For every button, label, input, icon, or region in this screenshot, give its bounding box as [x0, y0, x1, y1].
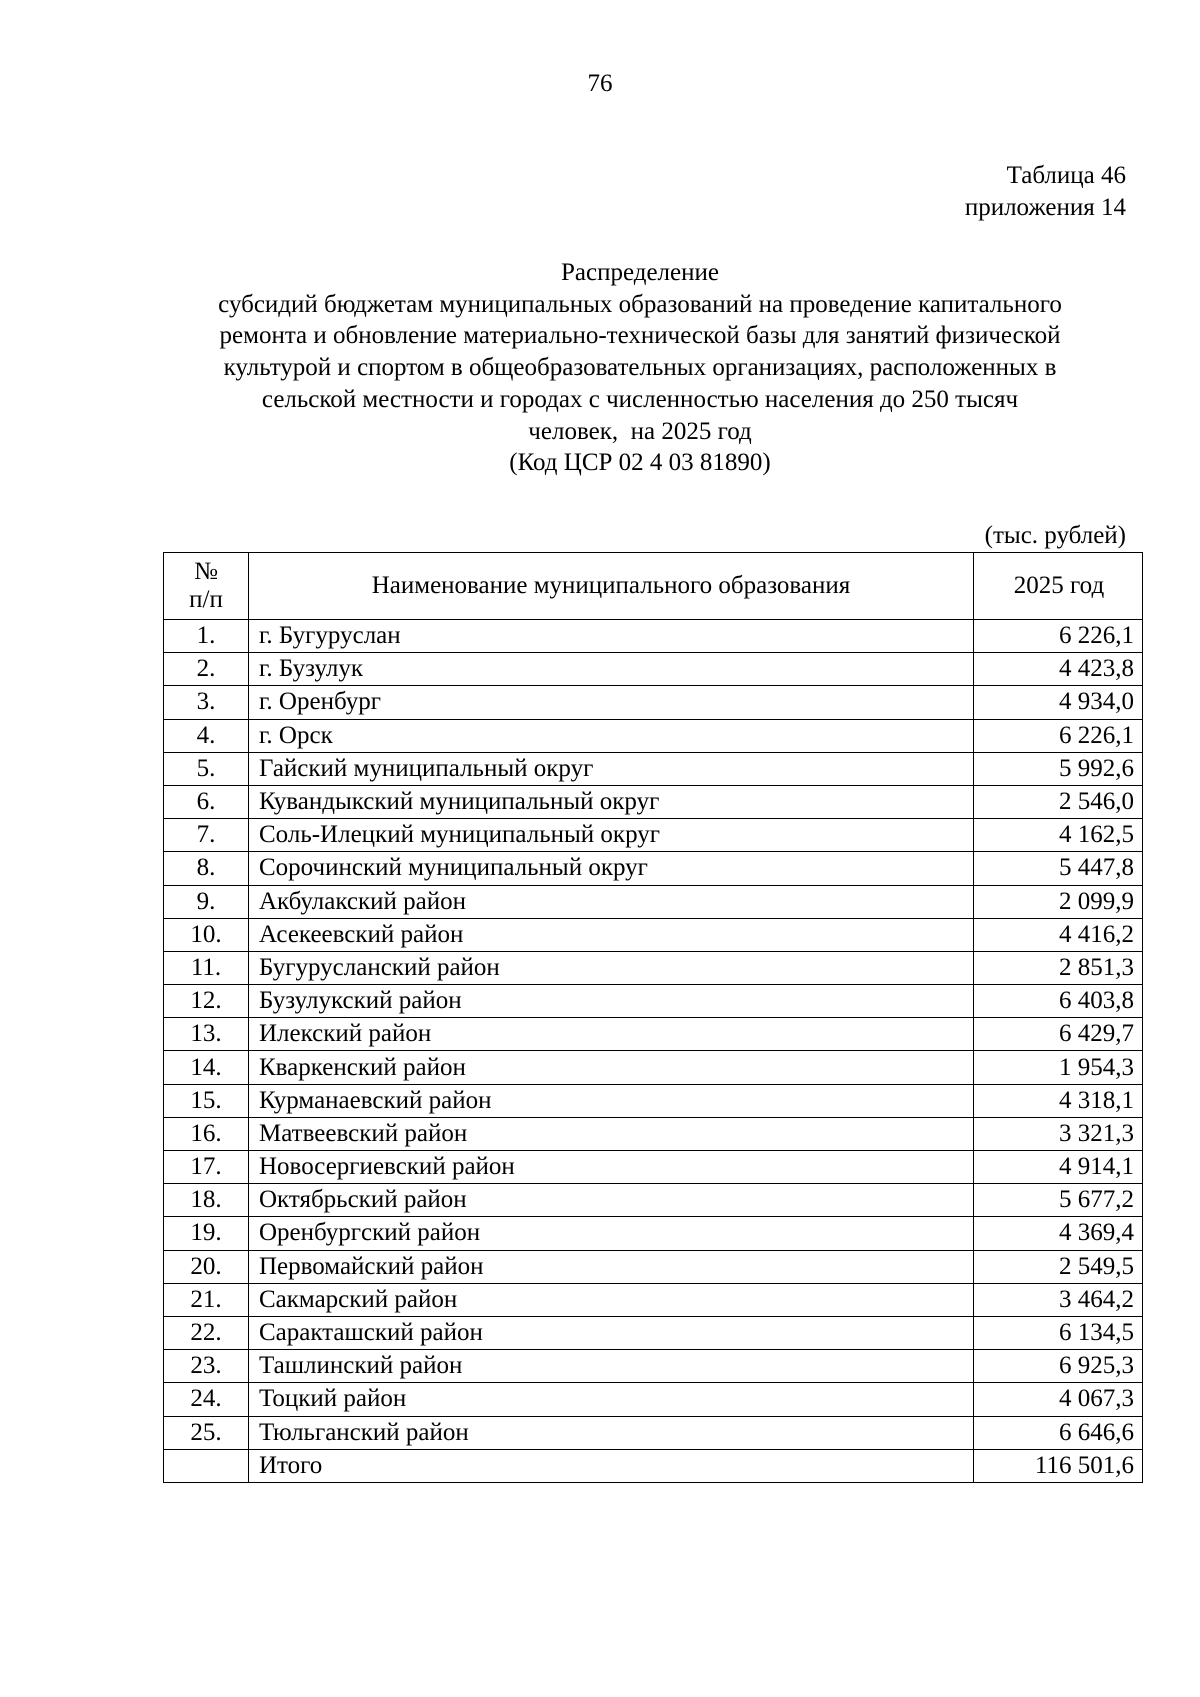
- title-line-1: Распределение: [561, 259, 719, 286]
- table-row: [164, 1051, 1143, 1084]
- table-row: [164, 885, 1143, 918]
- units-label: (тыс. рублей): [984, 522, 1126, 549]
- row-name: Ташлинский район: [249, 1350, 974, 1383]
- table-row: [164, 918, 1143, 951]
- row-number: 17.: [164, 1151, 249, 1184]
- row-value: 6 226,1: [974, 719, 1143, 752]
- row-name: Илекский район: [249, 1018, 974, 1051]
- row-value: 5 992,6: [974, 752, 1143, 785]
- row-number: 10.: [164, 918, 249, 951]
- row-number: 14.: [164, 1051, 249, 1084]
- row-name: Новосергиевский район: [249, 1151, 974, 1184]
- row-number: 24.: [164, 1383, 249, 1416]
- table-row: [164, 719, 1143, 752]
- row-value: 4 318,1: [974, 1084, 1143, 1117]
- table-row: [164, 852, 1143, 885]
- distribution-table: [163, 552, 1143, 1483]
- row-name: Саракташский район: [249, 1316, 974, 1349]
- row-name: Матвеевский район: [249, 1117, 974, 1150]
- row-value: 4 914,1: [974, 1151, 1143, 1184]
- header-name: Наименование муниципального образования: [249, 553, 974, 620]
- row-number: 12.: [164, 985, 249, 1018]
- table-row: [164, 1250, 1143, 1283]
- header-number-abbr: п/п: [189, 586, 223, 613]
- table-row: [164, 819, 1143, 852]
- page-number: 76: [587, 70, 613, 97]
- row-value: 6 429,7: [974, 1018, 1143, 1051]
- row-name: Октябрьский район: [249, 1184, 974, 1217]
- row-number: 11.: [164, 951, 249, 984]
- row-value: 6 403,8: [974, 985, 1143, 1018]
- row-name: г. Бузулук: [249, 653, 974, 686]
- table-row: [164, 653, 1143, 686]
- row-name: Тюльганский район: [249, 1416, 974, 1449]
- table-body: [164, 620, 1143, 1483]
- table-row: [164, 1018, 1143, 1051]
- table-row: [164, 752, 1143, 785]
- title-line-5: сельской местности и городах с численностью населения до 250 тысяч: [261, 385, 1019, 413]
- header-number: [164, 553, 249, 620]
- table-label-line-1: Таблица 46: [1006, 162, 1126, 189]
- row-number: 16.: [164, 1117, 249, 1150]
- row-value: 2 546,0: [974, 785, 1143, 818]
- row-name: Кувандыкский муниципальный округ: [249, 785, 974, 818]
- row-number: 5.: [164, 752, 249, 785]
- row-number: 21.: [164, 1283, 249, 1316]
- row-number: 13.: [164, 1018, 249, 1051]
- row-name: г. Оренбург: [249, 686, 974, 719]
- row-value: 6 134,5: [974, 1316, 1143, 1349]
- row-name: Гайский муниципальный округ: [249, 752, 974, 785]
- row-name: Соль-Илецкий муниципальный округ: [249, 819, 974, 852]
- row-number: 1.: [164, 620, 249, 653]
- title-line-7: (Код ЦСР 02 4 03 81890): [509, 449, 771, 477]
- row-number: 3.: [164, 686, 249, 719]
- row-value: 4 369,4: [974, 1217, 1143, 1250]
- table-row: [164, 785, 1143, 818]
- table-row: [164, 1350, 1143, 1383]
- table-row: [164, 985, 1143, 1018]
- row-value: 4 416,2: [974, 918, 1143, 951]
- table-row: [164, 1151, 1143, 1184]
- row-value: 4 162,5: [974, 819, 1143, 852]
- row-name: Первомайский район: [249, 1250, 974, 1283]
- table-row: [164, 1217, 1143, 1250]
- row-value: 4 934,0: [974, 686, 1143, 719]
- row-number: 8.: [164, 852, 249, 885]
- table-row: [164, 1117, 1143, 1150]
- total-value: 116 501,6: [974, 1449, 1143, 1482]
- row-number: 20.: [164, 1250, 249, 1283]
- total-number-empty: [164, 1449, 249, 1482]
- table-label: [965, 160, 1126, 224]
- row-name: Тоцкий район: [249, 1383, 974, 1416]
- row-name: Оренбургский район: [249, 1217, 974, 1250]
- row-name: Асекеевский район: [249, 918, 974, 951]
- row-number: 19.: [164, 1217, 249, 1250]
- row-name: Акбулакский район: [249, 885, 974, 918]
- row-value: 2 851,3: [974, 951, 1143, 984]
- row-value: 3 321,3: [974, 1117, 1143, 1150]
- row-name: г. Бугуруслан: [249, 620, 974, 653]
- row-number: 25.: [164, 1416, 249, 1449]
- table-header-row: [164, 553, 1143, 620]
- row-number: 2.: [164, 653, 249, 686]
- title-line-6: человек, на 2025 год: [528, 417, 752, 445]
- title-line-4: культурой и спортом в общеобразовательных организациях, расположенных в: [223, 354, 1057, 382]
- table-row: [164, 686, 1143, 719]
- row-value: 5 677,2: [974, 1184, 1143, 1217]
- row-number: 4.: [164, 719, 249, 752]
- row-value: 4 423,8: [974, 653, 1143, 686]
- header-number-sign: №: [194, 558, 218, 585]
- row-value: 4 067,3: [974, 1383, 1143, 1416]
- table-row: [164, 1416, 1143, 1449]
- title-line-3: ремонта и обновление материально-технической базы для занятий физической: [219, 322, 1061, 350]
- row-number: 23.: [164, 1350, 249, 1383]
- row-value: 6 226,1: [974, 620, 1143, 653]
- table-row: [164, 620, 1143, 653]
- table-row: [164, 1316, 1143, 1349]
- row-value: 1 954,3: [974, 1051, 1143, 1084]
- row-value: 2 099,9: [974, 885, 1143, 918]
- row-number: 18.: [164, 1184, 249, 1217]
- total-row: [164, 1449, 1143, 1482]
- row-value: 5 447,8: [974, 852, 1143, 885]
- row-number: 22.: [164, 1316, 249, 1349]
- row-number: 6.: [164, 785, 249, 818]
- row-name: Курманаевский район: [249, 1084, 974, 1117]
- row-name: Кваркенский район: [249, 1051, 974, 1084]
- row-number: 9.: [164, 885, 249, 918]
- row-name: Сорочинский муниципальный округ: [249, 852, 974, 885]
- header-year: 2025 год: [974, 553, 1143, 620]
- table-row: [164, 1084, 1143, 1117]
- row-value: 3 464,2: [974, 1283, 1143, 1316]
- row-number: 7.: [164, 819, 249, 852]
- table-row: [164, 1383, 1143, 1416]
- row-number: 15.: [164, 1084, 249, 1117]
- title-line-2: субсидий бюджетам муниципальных образований на проведение капитального: [218, 290, 1062, 318]
- table-row: [164, 1283, 1143, 1316]
- row-name: Сакмарский район: [249, 1283, 974, 1316]
- row-name: г. Орск: [249, 719, 974, 752]
- row-value: 6 646,6: [974, 1416, 1143, 1449]
- row-value: 6 925,3: [974, 1350, 1143, 1383]
- total-label: Итого: [249, 1449, 974, 1482]
- row-name: Бузулукский район: [249, 985, 974, 1018]
- table-row: [164, 951, 1143, 984]
- table-label-line-2: приложения 14: [964, 194, 1126, 221]
- table-row: [164, 1184, 1143, 1217]
- row-value: 2 549,5: [974, 1250, 1143, 1283]
- row-name: Бугурусланский район: [249, 951, 974, 984]
- document-title: [150, 257, 1130, 479]
